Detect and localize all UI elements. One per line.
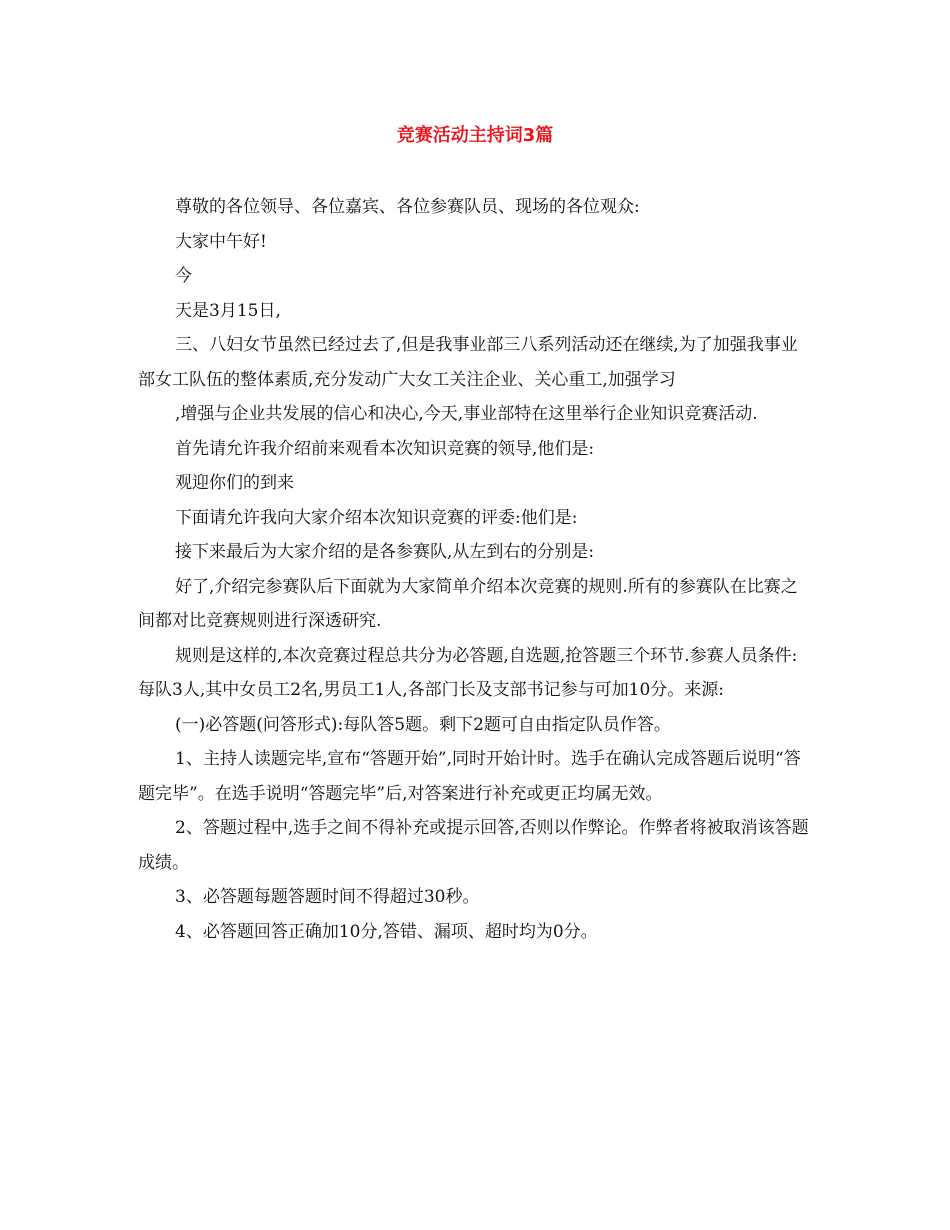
paragraph: 首先请允许我介绍前来观看本次知识竞赛的领导,他们是: [175,438,595,459]
paragraph: (一)必答题(问答形式):每队答5题。剩下2题可自由指定队员作答。 [175,714,671,735]
paragraph: 4、必答题回答正确加10分,答错、漏项、超时均为0分。 [175,921,598,942]
paragraph: ,增强与企业共发展的信心和决心,今天,事业部特在这里举行企业知识竞赛活动. [175,404,758,424]
paragraph: 下面请允许我向大家介绍本次知识竞赛的评委:他们是: [175,507,578,528]
document-title: 竞赛活动主持词3篇 [396,125,554,146]
paragraph: 观迎你们的到来 [175,473,294,493]
paragraph: 大家中午好! [175,231,267,252]
paragraph: 尊敬的各位领导、各位嘉宾、各位参赛队员、现场的各位观众: [175,197,640,217]
document-body [138,190,814,949]
paragraph: 三、八妇女节虽然已经过去了,但是我事业部三八系列活动还在继续,为了加强我事业部女工队伍的整体素质,充分发动广大女工关注企业、关心重工,加强学习 [138,335,798,390]
paragraph: 天是3月15日, [175,300,281,321]
paragraph: 接下来最后为大家介绍的是各参赛队,从左到右的分别是: [175,542,595,562]
paragraph: 今 [175,266,192,286]
paragraph: 3、必答题每题答题时间不得超过30秒。 [175,887,480,907]
paragraph: 规则是这样的,本次竞赛过程总共分为必答题,自选题,抢答题三个环节.参赛人员条件:每队3人,其中女员工2名,男员工1人,各部门长及支部书记参与可加10分。来源: [138,645,798,700]
paragraph: 好了,介绍完参赛队后下面就为大家简单介绍本次竞赛的规则.所有的参赛队在比赛之间都对比竞赛规则进行深透研究. [138,576,798,631]
paragraph: 1、主持人读题完毕,宣布“答题开始”,同时开始计时。选手在确认完成答题后说明“答题完毕”。在选手说明“答题完毕”后,对答案进行补充或更正均属无效。 [138,749,801,804]
paragraph: 2、答题过程中,选手之间不得补充或提示回答,否则以作弊论。作弊者将被取消该答题成绩。 [138,818,809,873]
